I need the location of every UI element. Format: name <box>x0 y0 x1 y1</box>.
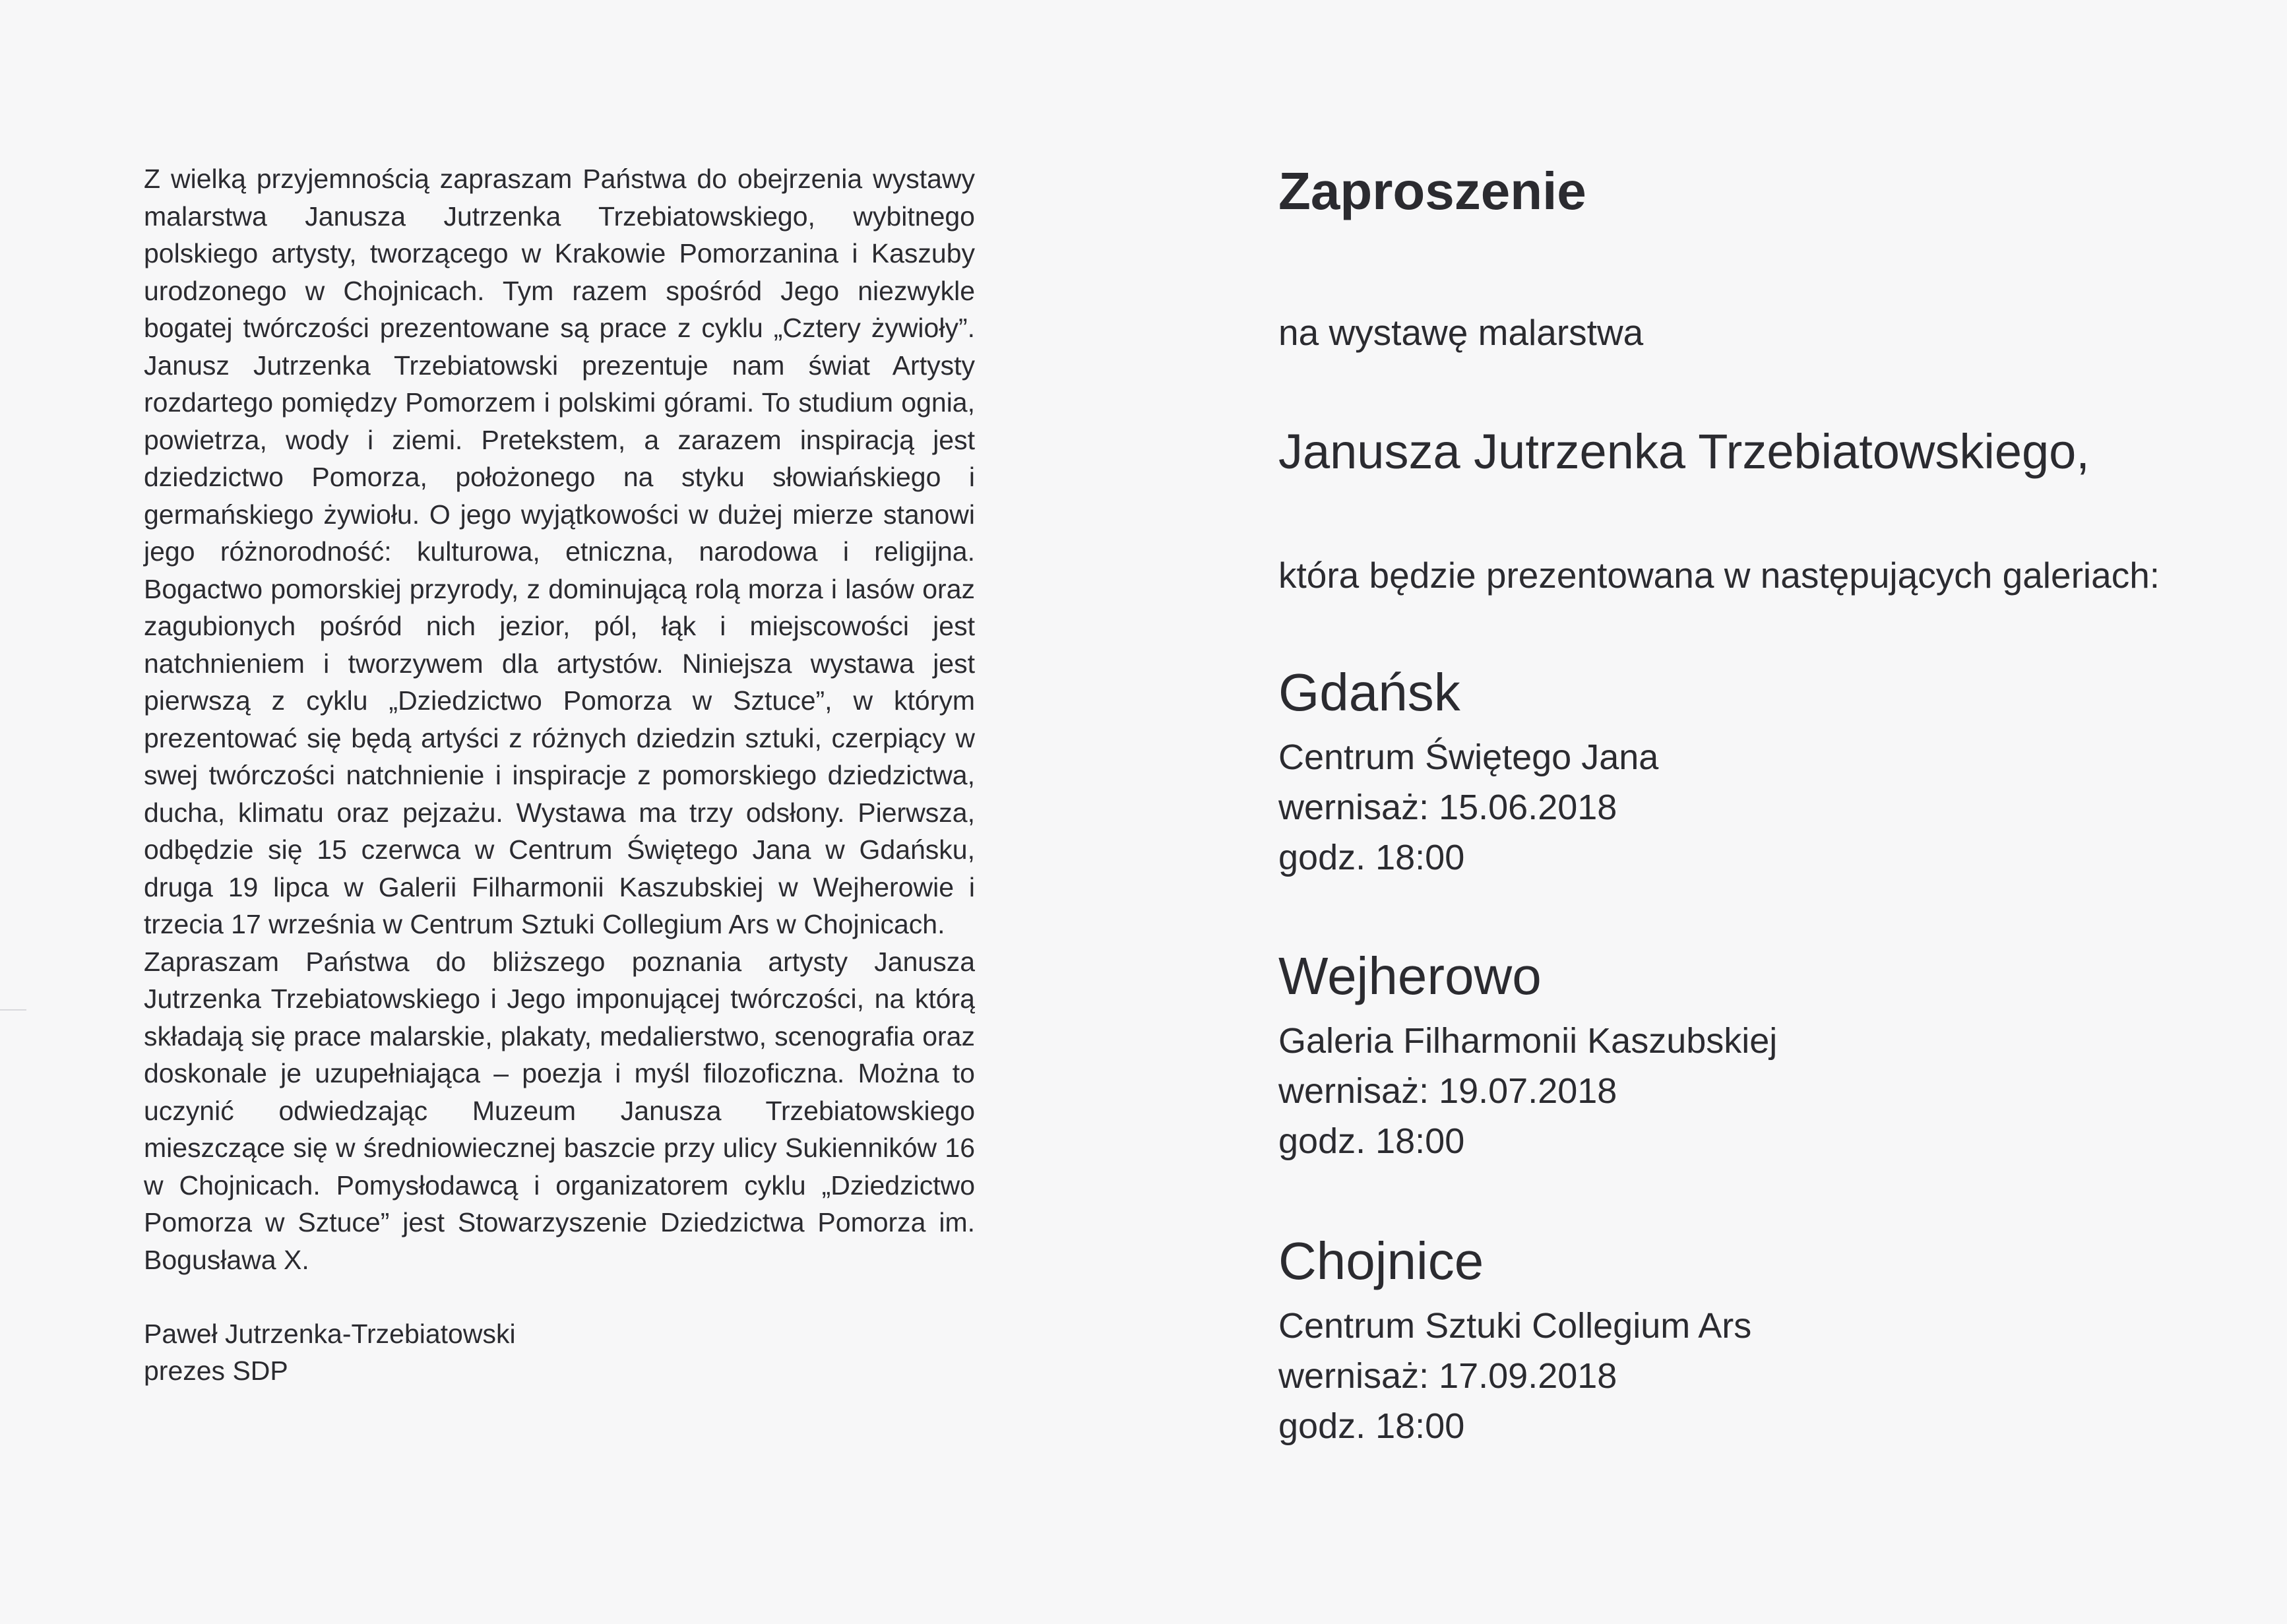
gallery-opening: wernisaż: 17.09.2018 <box>1278 1356 1617 1396</box>
signature-role: prezes SDP <box>144 1356 288 1386</box>
gallery-city: Gdańsk <box>1278 663 1460 722</box>
invitation-intro: na wystawę malarstwa <box>1278 312 1644 353</box>
signature-name: Paweł Jutrzenka-Trzebiatowski <box>144 1319 516 1349</box>
gallery-time: godz. 18:00 <box>1278 1121 1465 1161</box>
artist-name: Janusza Jutrzenka Trzebiatowskiego, <box>1278 424 2090 479</box>
gallery-opening: wernisaż: 19.07.2018 <box>1278 1071 1617 1111</box>
gallery-chojnice <box>1278 1232 1752 1451</box>
gallery-venue: Galeria Filharmonii Kaszubskiej <box>1278 1021 1778 1061</box>
letter-paragraph-1: Z wielką przyjemnością zapraszam Państwa do obejrzenia wystawy malarstwa Janusza Jutrzenka Trzebiatowskiego, wybitnego polskiego artysty, tworzącego w Krakowie Pomorzanina i Kaszuby urodzonego w Chojnicach. Tym razem spośród Jego niezwykle bogatej twórczości prezentowane są prace z cyklu „Cztery żywioły”. Janusz Jutrzenka Trzebiatowski prezentuje nam świat Artysty rozdartego pomiędzy Pomorzem i polskimi górami. To studium ognia, powietrza, wody i ziemi. Pretekstem, a zarazem inspiracją jest dziedzictwo Pomorza, położonego na styku słowiańskiego i germańskiego żywiołu. O jego wyjątkowości w dużej mierze stanowi jego różnorodność: kulturowa, etniczna, narodowa i religijna. Bogactwo pomorskiej przyrody, z dominującą rolą morza i lasów oraz zagubionych pośród nich jezior, pól, łąk i miejscowości jest natchnieniem i tworzywem dla artystów. Niniejsza wystawa jest pierwszą z cyklu „Dziedzictwo Pomorza w Sztuce”, w którym prezentować się będą artyści z różnych dziedzin sztuki, czerpiący w swej twórczości natchnienie i inspiracje z pomorskiego dziedzictwa, ducha, klimatu oraz pejzażu. Wystawa ma trzy odsłony. Pierwsza, odbędzie się 15 czerwca w Centrum Świętego Jana w Gdańsku, druga 19 lipca w Galerii Filharmonii Kaszubskiej w Wejherowie i trzecia 17 września w Centrum Sztuki Collegium Ars w Chojnicach. <box>144 164 975 939</box>
gallery-city: Wejherowo <box>1278 947 1542 1005</box>
gallery-gdansk <box>1278 663 1659 883</box>
gallery-time: godz. 18:00 <box>1278 838 1465 877</box>
gallery-city: Chojnice <box>1278 1232 1484 1290</box>
invitation-title: Zaproszenie <box>1278 162 1586 220</box>
gallery-venue: Centrum Świętego Jana <box>1278 737 1659 777</box>
fold-mark <box>0 1009 26 1011</box>
gallery-venue: Centrum Sztuki Collegium Ars <box>1278 1306 1752 1346</box>
gallery-time: godz. 18:00 <box>1278 1406 1465 1446</box>
signature-block <box>144 1315 975 1389</box>
letter-paragraph-2: Zapraszam Państwa do bliższego poznania artysty Janusza Jutrzenka Trzebiatowskiego i Jego imponującej twórczości, na którą składają się prace malarskie, plakaty, medalierstwo, scenografia oraz doskonale je uzupełniająca – poezja i myśl filozoficzna. Można to uczynić odwiedzając Muzeum Janusza Trzebiatowskiego mieszczące się w średniowiecznej baszcie przy ulicy Sukienników 16 w Chojnicach. Pomysłodawcą i organizatorem cyklu „Dziedzictwo Pomorza w Sztuce” jest Stowarzyszenie Dziedzictwa Pomorza im. Bogusława X. <box>144 946 975 1275</box>
gallery-wejherowo <box>1278 947 1778 1166</box>
gallery-opening: wernisaż: 15.06.2018 <box>1278 788 1617 827</box>
presented-line: która będzie prezentowana w następujących galeriach: <box>1278 555 2160 596</box>
letter-column <box>144 160 975 1389</box>
